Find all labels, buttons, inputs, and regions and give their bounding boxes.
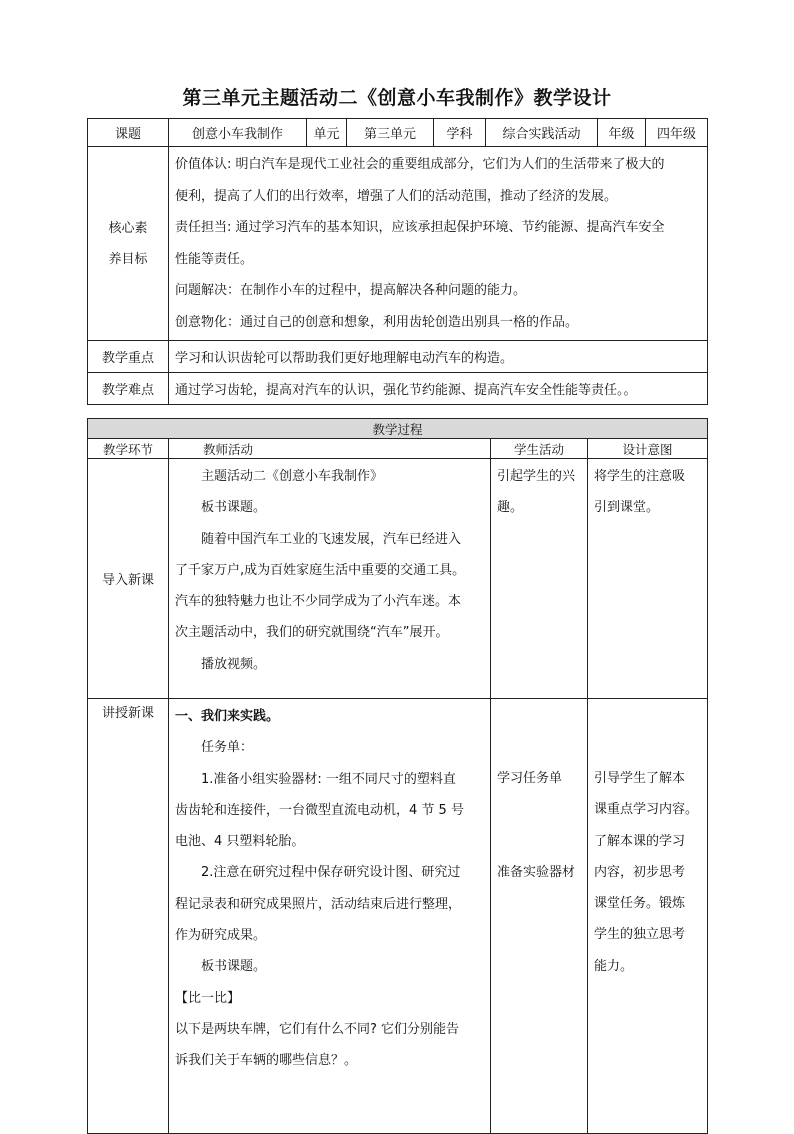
unit-label: 单元 xyxy=(307,119,347,147)
course-value: 创意小车我制作 xyxy=(169,119,307,147)
teach-intent-line: 了解本课的学习 xyxy=(594,833,686,849)
teach-section-heading: 一、我们来实践。 xyxy=(175,709,280,724)
key-point-row xyxy=(88,341,708,373)
teach-teacher-line: 诉我们关于车辆的哪些信息？。 xyxy=(175,1053,358,1069)
teach-teacher-line: 1.准备小组实验器材: 一组不同尺寸的塑料直 xyxy=(201,771,456,787)
teach-stage: 讲授新课 xyxy=(88,699,169,1134)
teach-row xyxy=(88,699,708,1134)
teach-teacher-line: 齿齿轮和连接件，一台微型直流电动机，4 节 5 号 xyxy=(175,802,464,818)
teach-intent-line: 课重点学习内容。 xyxy=(594,802,699,818)
lesson-info-table xyxy=(87,118,708,405)
subject-value: 综合实践活动 xyxy=(486,119,598,147)
core-line: 责任担当: 通过学习汽车的基本知识，应该承担起保护环境、节约能源、提高汽车安全 xyxy=(175,220,665,235)
process-column-header-row xyxy=(88,439,708,459)
subject-label: 学科 xyxy=(434,119,486,147)
difficulty-label: 教学难点 xyxy=(88,373,169,405)
teach-student-activity xyxy=(491,699,588,1134)
intro-teacher-line: 播放视频。 xyxy=(201,656,267,672)
col-intent-header: 设计意图 xyxy=(588,439,708,459)
intro-teacher-line: 次主题活动中，我们的研究就围绕“汽车”展开。 xyxy=(175,625,449,641)
teach-teacher-activity xyxy=(169,699,491,1134)
process-header-row xyxy=(88,419,708,439)
teach-teacher-line: 2.注意在研究过程中保存研究设计图、研究过 xyxy=(201,865,461,881)
teach-teacher-line: 程记录表和研究成果照片，活动结束后进行整理， xyxy=(175,896,462,912)
core-line: 性能等责任。 xyxy=(175,251,254,267)
core-goals-row xyxy=(88,147,708,341)
teach-student-line xyxy=(497,794,583,825)
teach-student-line xyxy=(497,826,583,857)
intro-teacher-line: 了千家万户,成为百姓家庭生活中重要的交通工具。 xyxy=(175,562,466,578)
core-line: 问题解决：在制作小车的过程中，提高解决各种问题的能力。 xyxy=(175,283,527,298)
teach-intent-line: 内容，初步思考 xyxy=(594,864,686,880)
core-goals-label xyxy=(88,147,169,341)
teach-intent-line: 课堂任务。锻炼 xyxy=(594,896,686,912)
intro-student-activity xyxy=(491,459,588,699)
core-label-line2: 养目标 xyxy=(108,251,148,267)
difficulty-row xyxy=(88,373,708,405)
teach-teacher-line: 以下是两块车牌，它们有什么不同? 它们分别能告 xyxy=(175,1021,460,1037)
intro-teacher-line: 主题活动二《创意小车我制作》 xyxy=(201,469,384,484)
grade-value: 四年级 xyxy=(646,119,708,147)
document-title: 第三单元主题活动二《创意小车我制作》教学设计 xyxy=(182,87,612,109)
teach-intent-line: 引导学生了解本 xyxy=(594,771,686,786)
col-student-header: 学生活动 xyxy=(491,439,588,459)
core-goals-text xyxy=(169,147,708,341)
process-header: 教学过程 xyxy=(88,419,708,439)
core-label-line1: 核心素 xyxy=(108,220,148,236)
intro-teacher-line: 随着中国汽车工业的飞速发展，汽车已经进入 xyxy=(201,531,462,547)
intro-student-line: 趣。 xyxy=(497,500,524,516)
intro-teacher-activity xyxy=(169,459,491,699)
teach-teacher-line xyxy=(175,701,486,732)
teach-design-intent xyxy=(588,699,708,1134)
intro-student-line: 引起学生的兴 xyxy=(497,469,576,484)
course-label: 课题 xyxy=(88,119,169,147)
teach-intent-line: 能力。 xyxy=(594,958,634,974)
intro-design-intent xyxy=(588,459,708,699)
teach-teacher-line: 【比一比】 xyxy=(175,990,241,1006)
grade-label: 年级 xyxy=(598,119,646,147)
teach-student-line: 学习任务单 xyxy=(497,771,563,786)
intro-teacher-line: 汽车的独特魅力也让不少同学成为了小汽车迷。本 xyxy=(175,594,462,610)
core-line: 便利，提高了人们的出行效率，增强了人们的活动范围，推动了经济的发展。 xyxy=(175,188,618,204)
intro-row xyxy=(88,459,708,699)
core-line: 创意物化：通过自己的创意和想象，利用齿轮创造出别具一格的作品。 xyxy=(175,314,579,330)
key-point-text: 学习和认识齿轮可以帮助我们更好地理解电动汽车的构造。 xyxy=(169,341,708,373)
teach-teacher-line: 作为研究成果。 xyxy=(175,928,267,944)
intro-intent-line: 引到课堂。 xyxy=(594,500,660,516)
teach-teacher-line: 任务单： xyxy=(201,740,254,756)
col-teacher-header: 教师活动 xyxy=(169,439,491,459)
intro-intent-line: 将学生的注意吸 xyxy=(594,469,686,484)
intro-teacher-line: 板书课题。 xyxy=(201,500,267,516)
teach-teacher-line: 板书课题。 xyxy=(201,959,267,975)
teach-teacher-line: 电池、4 只塑料轮胎。 xyxy=(175,834,305,850)
unit-value: 第三单元 xyxy=(347,119,434,147)
difficulty-text: 通过学习齿轮，提高对汽车的认识，强化节约能源、提高汽车安全性能等责任。。 xyxy=(169,373,708,405)
teach-student-line: 准备实验器材 xyxy=(497,864,576,880)
col-stage-header: 教学环节 xyxy=(88,439,169,459)
teaching-process-table xyxy=(87,418,708,1134)
teach-intent-line: 学生的独立思考 xyxy=(594,927,686,943)
core-line: 价值体认: 明白汽车是现代工业社会的重要组成部分，它们为人们的生活带来了极大的 xyxy=(175,157,665,172)
key-point-label: 教学重点 xyxy=(88,341,169,373)
intro-stage: 导入新课 xyxy=(88,459,169,699)
lesson-header-row xyxy=(88,119,708,147)
